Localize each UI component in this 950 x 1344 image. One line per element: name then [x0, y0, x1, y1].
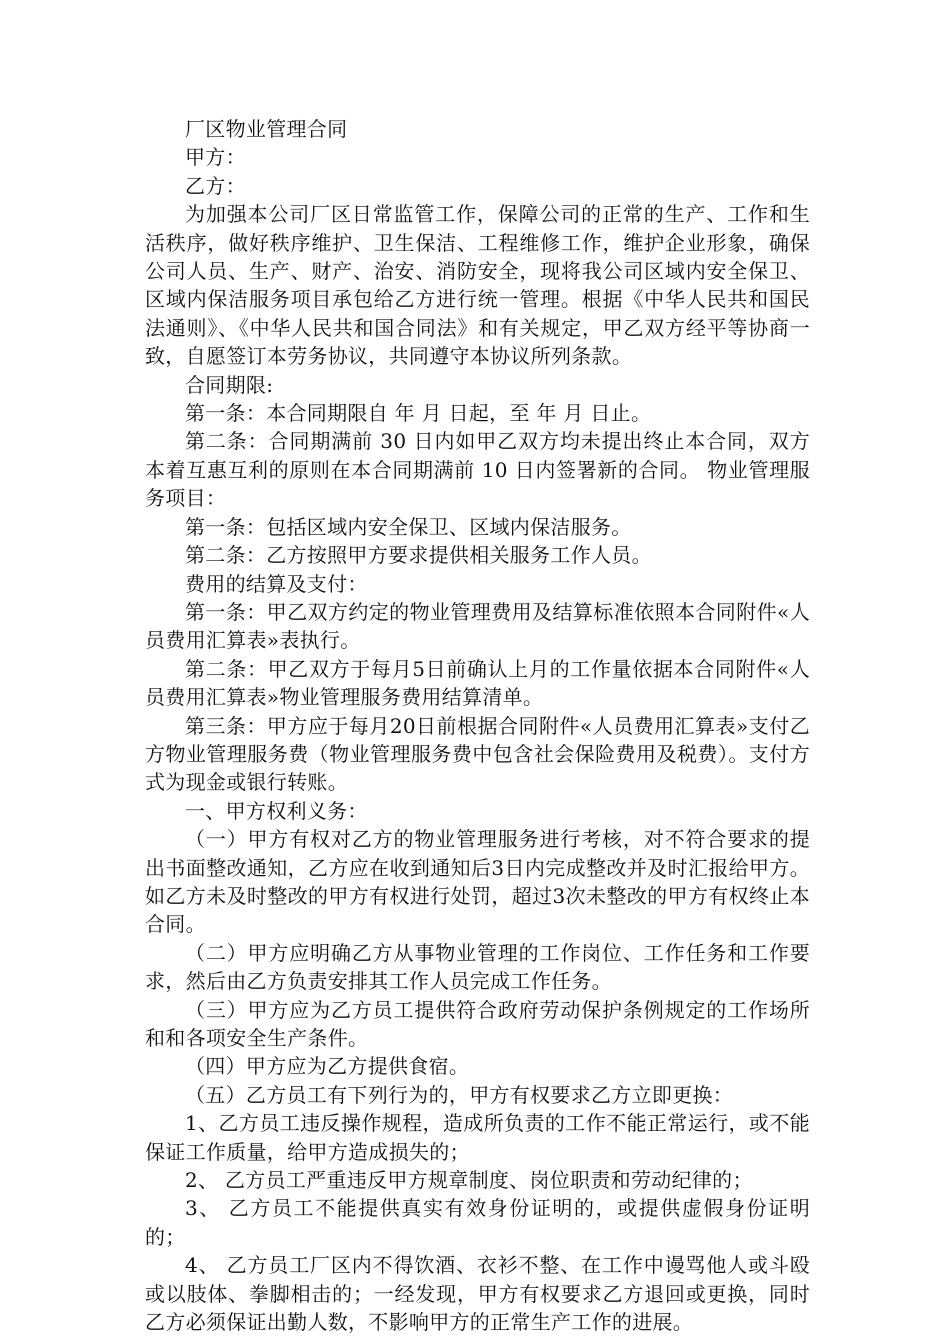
paragraph-fees-article-3: 第三条：甲方应于每月20日前根据合同附件«人员费用汇算表»支付乙方物业管理服务费（物业管理服务费中包含社会保险费用及税费）。支付方式为现金或银行转账。 — [145, 713, 810, 795]
paragraph-rights-item-2: （二）甲方应明确乙方从事物业管理的工作岗位、工作任务和工作要求，然后由乙方负责安排其工作人员完成工作任务。 — [145, 940, 810, 994]
paragraph-term-article-2: 第二条：合同期满前 30 日内如甲乙双方均未提出终止本合同，双方本着互惠互利的原则在本合同期满前 10 日内签署新的合同。 物业管理服务项目： — [145, 429, 810, 511]
paragraph-service-article-1: 第一条：包括区域内安全保卫、区域内保洁服务。 — [185, 514, 632, 539]
paragraph-replacement-clause-3: 3、 乙方员工不能提供真实有效身份证明的，或提供虚假身份证明的； — [145, 1196, 810, 1249]
paragraph-replacement-clause-4: 4、 乙方员工厂区内不得饮酒、衣衫不整、在工作中谩骂他人或斗殴或以肢体、拳脚相击的；一经发现，甲方有权要求乙方退回或更换，同时乙方必须保证出勤人数，不影响甲方的正常生产工作的进展。 — [145, 1253, 810, 1335]
document-title: 厂区物业管理合同 — [185, 117, 348, 141]
paragraph-fees-article-1: 第一条：甲乙双方约定的物业管理费用及结算标准依照本合同附件«人员费用汇算表»表执行。 — [145, 599, 810, 653]
document-body — [145, 115, 810, 1336]
paragraph-term-article-1: 第一条：本合同期限自 年 月 日起，至 年 月 日止。 — [185, 401, 652, 426]
paragraph-rights-item-5: （五）乙方员工有下列行为的，甲方有权要求乙方立即更换： — [185, 1082, 734, 1107]
paragraph-replacement-clause-1: 1、乙方员工违反操作规程，造成所负责的工作不能正常运行，或不能保证工作质量，给甲方造成损失的； — [145, 1111, 810, 1164]
section-heading-party-a-rights: 一、甲方权利义务： — [185, 798, 368, 823]
paragraph-rights-item-1: （一）甲方有权对乙方的物业管理服务进行考核，对不符合要求的提出书面整改通知，乙方应在收到通知后3日内完成整改并及时汇报给甲方。如乙方未及时整改的甲方有权进行处罚，超过3次未整改的甲方有权终止本合同。 — [145, 827, 810, 937]
paragraph-preamble: 为加强本公司厂区日常监管工作，保障公司的正常的生产、工作和生活秩序，做好秩序维护、卫生保洁、工程维修工作，维护企业形象，确保公司人员、生产、财产、治安、消防安全，现将我公司区域内安全保卫、区域内保洁服务项目承包给乙方进行统一管理。根据《中华人民共和国民法通则》、《中华人民共和国合同法》和有关规定，甲乙双方经平等协商一致，自愿签订本劳务协议，共同遵守本协议所列条款。 — [145, 202, 810, 369]
section-heading-fees: 费用的结算及支付： — [185, 571, 368, 596]
paragraph-rights-item-3: （三）甲方应为乙方员工提供符合政府劳动保护条例规定的工作场所和和各项安全生产条件。 — [145, 997, 810, 1050]
paragraph-fees-article-2: 第二条：甲乙双方于每月5日前确认上月的工作量依据本合同附件«人员费用汇算表»物业管理服务费用结算清单。 — [145, 656, 810, 710]
paragraph-service-article-2: 第二条：乙方按照甲方要求提供相关服务工作人员。 — [185, 543, 652, 568]
paragraph-rights-item-4: （四）甲方应为乙方提供食宿。 — [185, 1054, 470, 1079]
paragraph-replacement-clause-2: 2、 乙方员工严重违反甲方规章制度、岗位职责和劳动纪律的； — [185, 1168, 753, 1193]
party-b-line: 乙方： — [185, 173, 246, 198]
section-heading-term: 合同期限: — [185, 372, 274, 397]
party-a-line: 甲方： — [185, 145, 246, 170]
